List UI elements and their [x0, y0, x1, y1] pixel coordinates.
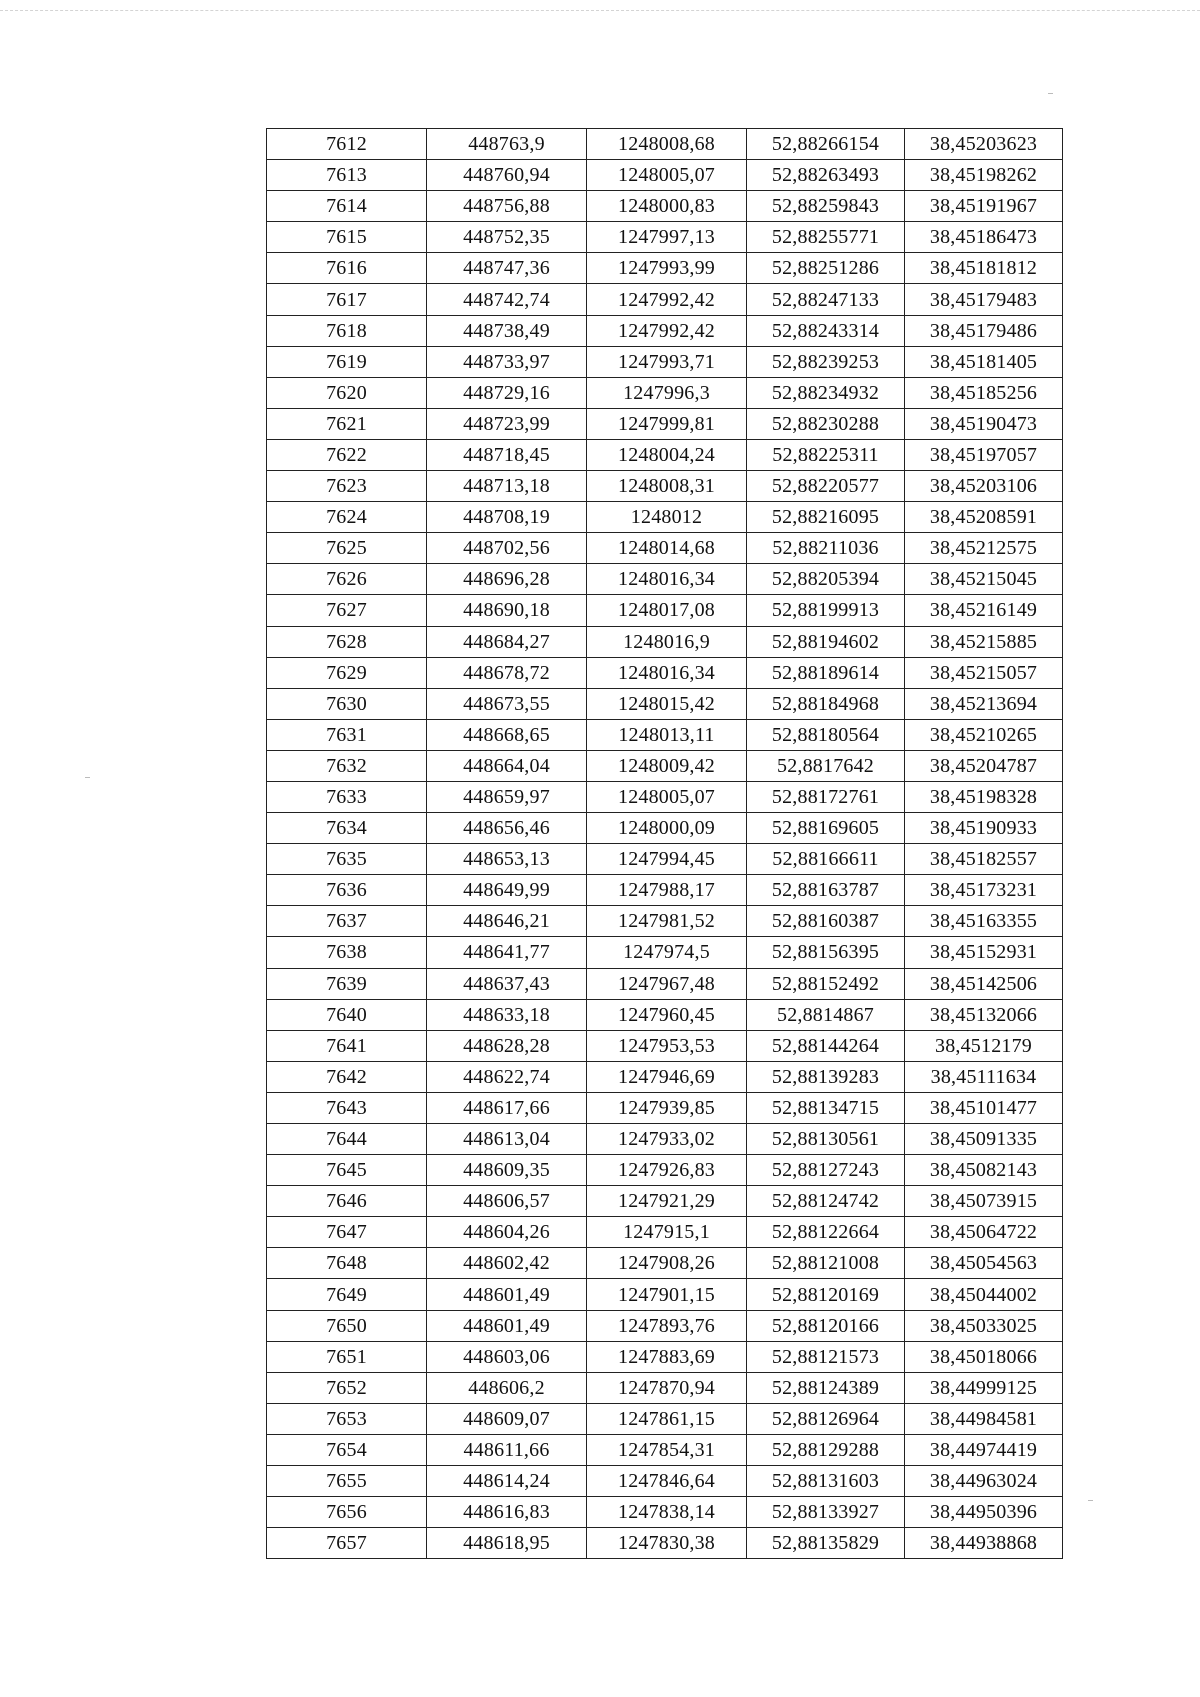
- longitude-cell: 38,45073915: [905, 1186, 1063, 1217]
- point-number-cell: 7627: [267, 595, 427, 626]
- table-row: [267, 781, 1063, 812]
- x-coordinate-cell: 448668,65: [427, 719, 587, 750]
- latitude-cell: 52,88247133: [747, 284, 905, 315]
- latitude-cell: 52,88166611: [747, 844, 905, 875]
- table-row: [267, 813, 1063, 844]
- x-coordinate-cell: 448602,42: [427, 1248, 587, 1279]
- point-number-cell: 7651: [267, 1341, 427, 1372]
- x-coordinate-cell: 448659,97: [427, 781, 587, 812]
- latitude-cell: 52,88243314: [747, 315, 905, 346]
- y-coordinate-cell: 1247870,94: [587, 1372, 747, 1403]
- latitude-cell: 52,88120166: [747, 1310, 905, 1341]
- point-number-cell: 7640: [267, 999, 427, 1030]
- x-coordinate-cell: 448747,36: [427, 253, 587, 284]
- longitude-cell: 38,45198262: [905, 160, 1063, 191]
- x-coordinate-cell: 448763,9: [427, 129, 587, 160]
- y-coordinate-cell: 1247992,42: [587, 315, 747, 346]
- point-number-cell: 7612: [267, 129, 427, 160]
- point-number-cell: 7616: [267, 253, 427, 284]
- point-number-cell: 7654: [267, 1434, 427, 1465]
- longitude-cell: 38,45186473: [905, 222, 1063, 253]
- point-number-cell: 7624: [267, 502, 427, 533]
- point-number-cell: 7648: [267, 1248, 427, 1279]
- y-coordinate-cell: 1247997,13: [587, 222, 747, 253]
- x-coordinate-cell: 448696,28: [427, 564, 587, 595]
- longitude-cell: 38,45152931: [905, 937, 1063, 968]
- latitude-cell: 52,88266154: [747, 129, 905, 160]
- scan-speck: [85, 777, 90, 778]
- longitude-cell: 38,45033025: [905, 1310, 1063, 1341]
- table-row: [267, 533, 1063, 564]
- table-row: [267, 284, 1063, 315]
- y-coordinate-cell: 1247960,45: [587, 999, 747, 1030]
- latitude-cell: 52,88135829: [747, 1528, 905, 1559]
- longitude-cell: 38,45142506: [905, 968, 1063, 999]
- latitude-cell: 52,88220577: [747, 471, 905, 502]
- y-coordinate-cell: 1248014,68: [587, 533, 747, 564]
- x-coordinate-cell: 448678,72: [427, 657, 587, 688]
- latitude-cell: 52,88121008: [747, 1248, 905, 1279]
- x-coordinate-cell: 448653,13: [427, 844, 587, 875]
- y-coordinate-cell: 1247992,42: [587, 284, 747, 315]
- point-number-cell: 7621: [267, 408, 427, 439]
- x-coordinate-cell: 448738,49: [427, 315, 587, 346]
- x-coordinate-cell: 448601,49: [427, 1310, 587, 1341]
- latitude-cell: 52,88122664: [747, 1217, 905, 1248]
- coordinates-table-body: [267, 129, 1063, 1559]
- longitude-cell: 38,45181812: [905, 253, 1063, 284]
- x-coordinate-cell: 448606,2: [427, 1372, 587, 1403]
- point-number-cell: 7634: [267, 813, 427, 844]
- longitude-cell: 38,45044002: [905, 1279, 1063, 1310]
- latitude-cell: 52,88169605: [747, 813, 905, 844]
- x-coordinate-cell: 448611,66: [427, 1434, 587, 1465]
- latitude-cell: 52,88230288: [747, 408, 905, 439]
- x-coordinate-cell: 448604,26: [427, 1217, 587, 1248]
- table-row: [267, 1341, 1063, 1372]
- point-number-cell: 7652: [267, 1372, 427, 1403]
- table-row: [267, 222, 1063, 253]
- y-coordinate-cell: 1248000,09: [587, 813, 747, 844]
- latitude-cell: 52,88121573: [747, 1341, 905, 1372]
- table-row: [267, 191, 1063, 222]
- longitude-cell: 38,45091335: [905, 1124, 1063, 1155]
- table-row: [267, 502, 1063, 533]
- point-number-cell: 7656: [267, 1497, 427, 1528]
- latitude-cell: 52,88234932: [747, 377, 905, 408]
- y-coordinate-cell: 1247996,3: [587, 377, 747, 408]
- point-number-cell: 7653: [267, 1403, 427, 1434]
- y-coordinate-cell: 1247974,5: [587, 937, 747, 968]
- point-number-cell: 7637: [267, 906, 427, 937]
- x-coordinate-cell: 448733,97: [427, 346, 587, 377]
- table-row: [267, 1372, 1063, 1403]
- latitude-cell: 52,88172761: [747, 781, 905, 812]
- x-coordinate-cell: 448613,04: [427, 1124, 587, 1155]
- x-coordinate-cell: 448628,28: [427, 1030, 587, 1061]
- y-coordinate-cell: 1247993,99: [587, 253, 747, 284]
- y-coordinate-cell: 1248017,08: [587, 595, 747, 626]
- longitude-cell: 38,45203106: [905, 471, 1063, 502]
- point-number-cell: 7643: [267, 1092, 427, 1123]
- latitude-cell: 52,88239253: [747, 346, 905, 377]
- latitude-cell: 52,88263493: [747, 160, 905, 191]
- table-row: [267, 1434, 1063, 1465]
- latitude-cell: 52,88130561: [747, 1124, 905, 1155]
- x-coordinate-cell: 448622,74: [427, 1061, 587, 1092]
- y-coordinate-cell: 1247846,64: [587, 1466, 747, 1497]
- table-row: [267, 1466, 1063, 1497]
- longitude-cell: 38,45179483: [905, 284, 1063, 315]
- scan-edge-line: [0, 10, 1200, 11]
- point-number-cell: 7622: [267, 439, 427, 470]
- point-number-cell: 7641: [267, 1030, 427, 1061]
- table-row: [267, 1248, 1063, 1279]
- y-coordinate-cell: 1248009,42: [587, 750, 747, 781]
- table-row: [267, 968, 1063, 999]
- table-row: [267, 1217, 1063, 1248]
- y-coordinate-cell: 1247901,15: [587, 1279, 747, 1310]
- x-coordinate-cell: 448617,66: [427, 1092, 587, 1123]
- longitude-cell: 38,45064722: [905, 1217, 1063, 1248]
- latitude-cell: 52,88144264: [747, 1030, 905, 1061]
- point-number-cell: 7638: [267, 937, 427, 968]
- x-coordinate-cell: 448649,99: [427, 875, 587, 906]
- latitude-cell: 52,88205394: [747, 564, 905, 595]
- y-coordinate-cell: 1248004,24: [587, 439, 747, 470]
- x-coordinate-cell: 448603,06: [427, 1341, 587, 1372]
- latitude-cell: 52,8814867: [747, 999, 905, 1030]
- longitude-cell: 38,45181405: [905, 346, 1063, 377]
- latitude-cell: 52,88131603: [747, 1466, 905, 1497]
- x-coordinate-cell: 448760,94: [427, 160, 587, 191]
- y-coordinate-cell: 1248008,68: [587, 129, 747, 160]
- x-coordinate-cell: 448601,49: [427, 1279, 587, 1310]
- latitude-cell: 52,88152492: [747, 968, 905, 999]
- longitude-cell: 38,45215057: [905, 657, 1063, 688]
- latitude-cell: 52,88156395: [747, 937, 905, 968]
- y-coordinate-cell: 1248000,83: [587, 191, 747, 222]
- x-coordinate-cell: 448656,46: [427, 813, 587, 844]
- x-coordinate-cell: 448618,95: [427, 1528, 587, 1559]
- x-coordinate-cell: 448664,04: [427, 750, 587, 781]
- point-number-cell: 7619: [267, 346, 427, 377]
- longitude-cell: 38,45213694: [905, 688, 1063, 719]
- longitude-cell: 38,45204787: [905, 750, 1063, 781]
- latitude-cell: 52,88120169: [747, 1279, 905, 1310]
- point-number-cell: 7618: [267, 315, 427, 346]
- longitude-cell: 38,44950396: [905, 1497, 1063, 1528]
- y-coordinate-cell: 1247921,29: [587, 1186, 747, 1217]
- point-number-cell: 7629: [267, 657, 427, 688]
- y-coordinate-cell: 1248005,07: [587, 160, 747, 191]
- x-coordinate-cell: 448729,16: [427, 377, 587, 408]
- longitude-cell: 38,45216149: [905, 595, 1063, 626]
- y-coordinate-cell: 1247861,15: [587, 1403, 747, 1434]
- longitude-cell: 38,44938868: [905, 1528, 1063, 1559]
- x-coordinate-cell: 448637,43: [427, 968, 587, 999]
- longitude-cell: 38,45190473: [905, 408, 1063, 439]
- table-row: [267, 875, 1063, 906]
- table-row: [267, 346, 1063, 377]
- point-number-cell: 7626: [267, 564, 427, 595]
- latitude-cell: 52,88216095: [747, 502, 905, 533]
- longitude-cell: 38,45082143: [905, 1155, 1063, 1186]
- table-row: [267, 844, 1063, 875]
- x-coordinate-cell: 448752,35: [427, 222, 587, 253]
- y-coordinate-cell: 1247926,83: [587, 1155, 747, 1186]
- longitude-cell: 38,45054563: [905, 1248, 1063, 1279]
- point-number-cell: 7631: [267, 719, 427, 750]
- table-row: [267, 315, 1063, 346]
- latitude-cell: 52,88259843: [747, 191, 905, 222]
- table-row: [267, 1497, 1063, 1528]
- x-coordinate-cell: 448609,07: [427, 1403, 587, 1434]
- point-number-cell: 7642: [267, 1061, 427, 1092]
- x-coordinate-cell: 448718,45: [427, 439, 587, 470]
- y-coordinate-cell: 1247981,52: [587, 906, 747, 937]
- latitude-cell: 52,88124742: [747, 1186, 905, 1217]
- x-coordinate-cell: 448614,24: [427, 1466, 587, 1497]
- x-coordinate-cell: 448702,56: [427, 533, 587, 564]
- latitude-cell: 52,88127243: [747, 1155, 905, 1186]
- table-row: [267, 1030, 1063, 1061]
- table-row: [267, 937, 1063, 968]
- coordinates-table: [266, 128, 1063, 1559]
- longitude-cell: 38,45191967: [905, 191, 1063, 222]
- x-coordinate-cell: 448756,88: [427, 191, 587, 222]
- x-coordinate-cell: 448633,18: [427, 999, 587, 1030]
- longitude-cell: 38,45173231: [905, 875, 1063, 906]
- point-number-cell: 7620: [267, 377, 427, 408]
- y-coordinate-cell: 1247854,31: [587, 1434, 747, 1465]
- table-row: [267, 129, 1063, 160]
- point-number-cell: 7649: [267, 1279, 427, 1310]
- point-number-cell: 7647: [267, 1217, 427, 1248]
- x-coordinate-cell: 448708,19: [427, 502, 587, 533]
- table-row: [267, 160, 1063, 191]
- table-row: [267, 1403, 1063, 1434]
- y-coordinate-cell: 1247939,85: [587, 1092, 747, 1123]
- point-number-cell: 7650: [267, 1310, 427, 1341]
- table-row: [267, 595, 1063, 626]
- table-row: [267, 906, 1063, 937]
- table-row: [267, 999, 1063, 1030]
- point-number-cell: 7632: [267, 750, 427, 781]
- longitude-cell: 38,45101477: [905, 1092, 1063, 1123]
- longitude-cell: 38,45179486: [905, 315, 1063, 346]
- x-coordinate-cell: 448606,57: [427, 1186, 587, 1217]
- x-coordinate-cell: 448616,83: [427, 1497, 587, 1528]
- x-coordinate-cell: 448713,18: [427, 471, 587, 502]
- table-row: [267, 1124, 1063, 1155]
- scan-speck: [1048, 93, 1053, 94]
- point-number-cell: 7628: [267, 626, 427, 657]
- y-coordinate-cell: 1247933,02: [587, 1124, 747, 1155]
- point-number-cell: 7613: [267, 160, 427, 191]
- y-coordinate-cell: 1247883,69: [587, 1341, 747, 1372]
- latitude-cell: 52,88251286: [747, 253, 905, 284]
- longitude-cell: 38,45163355: [905, 906, 1063, 937]
- table-row: [267, 471, 1063, 502]
- y-coordinate-cell: 1247999,81: [587, 408, 747, 439]
- y-coordinate-cell: 1247908,26: [587, 1248, 747, 1279]
- latitude-cell: 52,88199913: [747, 595, 905, 626]
- latitude-cell: 52,88184968: [747, 688, 905, 719]
- longitude-cell: 38,45197057: [905, 439, 1063, 470]
- latitude-cell: 52,88194602: [747, 626, 905, 657]
- y-coordinate-cell: 1247915,1: [587, 1217, 747, 1248]
- longitude-cell: 38,45185256: [905, 377, 1063, 408]
- point-number-cell: 7635: [267, 844, 427, 875]
- longitude-cell: 38,45215045: [905, 564, 1063, 595]
- point-number-cell: 7623: [267, 471, 427, 502]
- scan-speck: [1088, 1500, 1093, 1501]
- x-coordinate-cell: 448690,18: [427, 595, 587, 626]
- longitude-cell: 38,44974419: [905, 1434, 1063, 1465]
- x-coordinate-cell: 448742,74: [427, 284, 587, 315]
- longitude-cell: 38,45212575: [905, 533, 1063, 564]
- point-number-cell: 7645: [267, 1155, 427, 1186]
- point-number-cell: 7614: [267, 191, 427, 222]
- table-row: [267, 377, 1063, 408]
- point-number-cell: 7617: [267, 284, 427, 315]
- longitude-cell: 38,44999125: [905, 1372, 1063, 1403]
- point-number-cell: 7655: [267, 1466, 427, 1497]
- x-coordinate-cell: 448673,55: [427, 688, 587, 719]
- longitude-cell: 38,45215885: [905, 626, 1063, 657]
- longitude-cell: 38,4512179: [905, 1030, 1063, 1061]
- y-coordinate-cell: 1248016,34: [587, 657, 747, 688]
- latitude-cell: 52,88255771: [747, 222, 905, 253]
- y-coordinate-cell: 1247830,38: [587, 1528, 747, 1559]
- table-row: [267, 439, 1063, 470]
- longitude-cell: 38,45018066: [905, 1341, 1063, 1372]
- latitude-cell: 52,88163787: [747, 875, 905, 906]
- table-row: [267, 1092, 1063, 1123]
- latitude-cell: 52,88126964: [747, 1403, 905, 1434]
- longitude-cell: 38,45198328: [905, 781, 1063, 812]
- table-row: [267, 719, 1063, 750]
- point-number-cell: 7630: [267, 688, 427, 719]
- longitude-cell: 38,45210265: [905, 719, 1063, 750]
- table-row: [267, 750, 1063, 781]
- longitude-cell: 38,45190933: [905, 813, 1063, 844]
- y-coordinate-cell: 1248016,34: [587, 564, 747, 595]
- x-coordinate-cell: 448641,77: [427, 937, 587, 968]
- y-coordinate-cell: 1248012: [587, 502, 747, 533]
- point-number-cell: 7644: [267, 1124, 427, 1155]
- y-coordinate-cell: 1248005,07: [587, 781, 747, 812]
- point-number-cell: 7615: [267, 222, 427, 253]
- latitude-cell: 52,88134715: [747, 1092, 905, 1123]
- y-coordinate-cell: 1248015,42: [587, 688, 747, 719]
- y-coordinate-cell: 1247838,14: [587, 1497, 747, 1528]
- x-coordinate-cell: 448684,27: [427, 626, 587, 657]
- table-row: [267, 1061, 1063, 1092]
- table-row: [267, 1528, 1063, 1559]
- y-coordinate-cell: 1247994,45: [587, 844, 747, 875]
- y-coordinate-cell: 1248016,9: [587, 626, 747, 657]
- latitude-cell: 52,88139283: [747, 1061, 905, 1092]
- table-row: [267, 1155, 1063, 1186]
- latitude-cell: 52,88133927: [747, 1497, 905, 1528]
- table-row: [267, 564, 1063, 595]
- longitude-cell: 38,45182557: [905, 844, 1063, 875]
- latitude-cell: 52,88225311: [747, 439, 905, 470]
- latitude-cell: 52,88129288: [747, 1434, 905, 1465]
- y-coordinate-cell: 1248008,31: [587, 471, 747, 502]
- y-coordinate-cell: 1247893,76: [587, 1310, 747, 1341]
- table-row: [267, 626, 1063, 657]
- point-number-cell: 7646: [267, 1186, 427, 1217]
- latitude-cell: 52,88189614: [747, 657, 905, 688]
- table-row: [267, 1186, 1063, 1217]
- y-coordinate-cell: 1247953,53: [587, 1030, 747, 1061]
- longitude-cell: 38,45111634: [905, 1061, 1063, 1092]
- table-row: [267, 657, 1063, 688]
- latitude-cell: 52,88180564: [747, 719, 905, 750]
- point-number-cell: 7625: [267, 533, 427, 564]
- longitude-cell: 38,45208591: [905, 502, 1063, 533]
- latitude-cell: 52,8817642: [747, 750, 905, 781]
- table-row: [267, 1279, 1063, 1310]
- latitude-cell: 52,88211036: [747, 533, 905, 564]
- y-coordinate-cell: 1247967,48: [587, 968, 747, 999]
- latitude-cell: 52,88124389: [747, 1372, 905, 1403]
- y-coordinate-cell: 1247988,17: [587, 875, 747, 906]
- y-coordinate-cell: 1247946,69: [587, 1061, 747, 1092]
- latitude-cell: 52,88160387: [747, 906, 905, 937]
- table-row: [267, 688, 1063, 719]
- x-coordinate-cell: 448646,21: [427, 906, 587, 937]
- longitude-cell: 38,44963024: [905, 1466, 1063, 1497]
- point-number-cell: 7657: [267, 1528, 427, 1559]
- table-row: [267, 253, 1063, 284]
- y-coordinate-cell: 1248013,11: [587, 719, 747, 750]
- point-number-cell: 7639: [267, 968, 427, 999]
- x-coordinate-cell: 448609,35: [427, 1155, 587, 1186]
- x-coordinate-cell: 448723,99: [427, 408, 587, 439]
- y-coordinate-cell: 1247993,71: [587, 346, 747, 377]
- table-row: [267, 1310, 1063, 1341]
- point-number-cell: 7633: [267, 781, 427, 812]
- longitude-cell: 38,45132066: [905, 999, 1063, 1030]
- table-row: [267, 408, 1063, 439]
- longitude-cell: 38,44984581: [905, 1403, 1063, 1434]
- point-number-cell: 7636: [267, 875, 427, 906]
- longitude-cell: 38,45203623: [905, 129, 1063, 160]
